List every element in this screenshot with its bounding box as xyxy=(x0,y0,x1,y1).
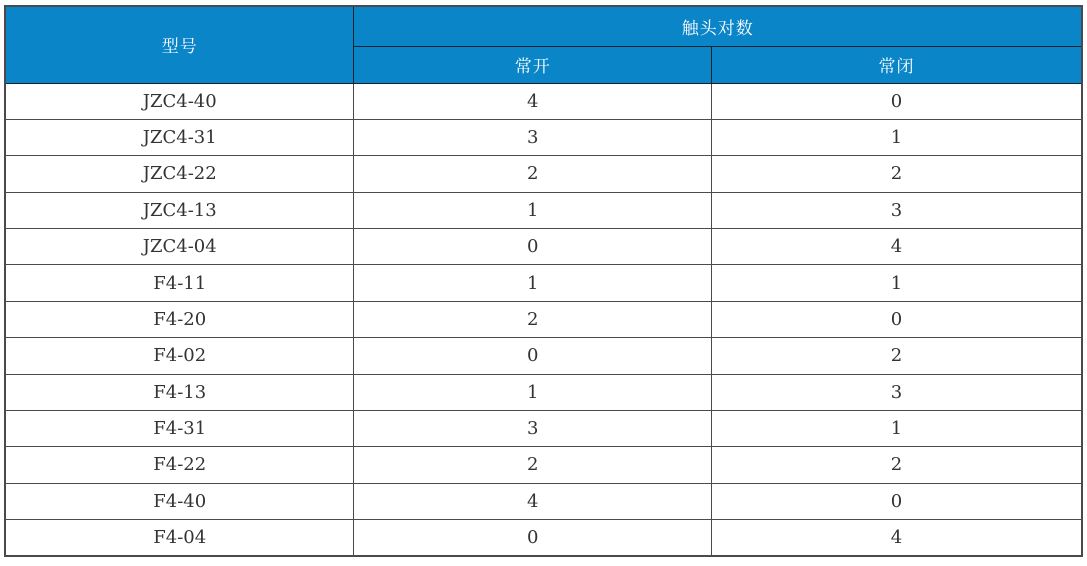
no-count-cell: 1 xyxy=(354,192,712,228)
table-row xyxy=(5,83,1082,119)
nc-count-cell: 4 xyxy=(712,229,1083,265)
nc-count-cell: 1 xyxy=(712,410,1083,446)
table-row xyxy=(5,374,1082,410)
table-row xyxy=(5,156,1082,192)
no-count-cell: 1 xyxy=(354,374,712,410)
table-row xyxy=(5,520,1082,557)
nc-count-cell: 3 xyxy=(712,192,1083,228)
nc-count-cell: 2 xyxy=(712,447,1083,483)
table-row xyxy=(5,483,1082,519)
table-row xyxy=(5,410,1082,446)
nc-count-cell: 2 xyxy=(712,156,1083,192)
no-count-cell: 2 xyxy=(354,156,712,192)
nc-count-cell: 1 xyxy=(712,265,1083,301)
nc-count-cell: 0 xyxy=(712,301,1083,337)
model-cell: F4-40 xyxy=(5,483,354,519)
table-row xyxy=(5,265,1082,301)
model-cell: JZC4-22 xyxy=(5,156,354,192)
subheader-normally-closed: 常闭 xyxy=(712,46,1083,83)
table-row xyxy=(5,447,1082,483)
col-header-model: 型号 xyxy=(5,6,354,83)
no-count-cell: 1 xyxy=(354,265,712,301)
model-cell: F4-31 xyxy=(5,410,354,446)
nc-count-cell: 2 xyxy=(712,338,1083,374)
no-count-cell: 3 xyxy=(354,119,712,155)
model-cell: F4-04 xyxy=(5,520,354,557)
nc-count-cell: 1 xyxy=(712,119,1083,155)
model-cell: F4-20 xyxy=(5,301,354,337)
model-cell: F4-22 xyxy=(5,447,354,483)
nc-count-cell: 0 xyxy=(712,83,1083,119)
table-row xyxy=(5,229,1082,265)
model-cell: JZC4-40 xyxy=(5,83,354,119)
no-count-cell: 4 xyxy=(354,83,712,119)
nc-count-cell: 0 xyxy=(712,483,1083,519)
no-count-cell: 4 xyxy=(354,483,712,519)
header-row-top xyxy=(5,6,1082,46)
contact-pairs-table xyxy=(4,5,1083,557)
model-cell: JZC4-13 xyxy=(5,192,354,228)
no-count-cell: 2 xyxy=(354,447,712,483)
col-header-contact-pairs: 触头对数 xyxy=(354,6,1082,46)
no-count-cell: 0 xyxy=(354,338,712,374)
no-count-cell: 0 xyxy=(354,229,712,265)
model-cell: F4-11 xyxy=(5,265,354,301)
nc-count-cell: 4 xyxy=(712,520,1083,557)
no-count-cell: 2 xyxy=(354,301,712,337)
table-row xyxy=(5,301,1082,337)
no-count-cell: 0 xyxy=(354,520,712,557)
model-cell: F4-02 xyxy=(5,338,354,374)
table-row xyxy=(5,192,1082,228)
no-count-cell: 3 xyxy=(354,410,712,446)
model-cell: F4-13 xyxy=(5,374,354,410)
model-cell: JZC4-31 xyxy=(5,119,354,155)
table-row xyxy=(5,119,1082,155)
model-cell: JZC4-04 xyxy=(5,229,354,265)
nc-count-cell: 3 xyxy=(712,374,1083,410)
subheader-normally-open: 常开 xyxy=(354,46,712,83)
contact-pairs-table-container xyxy=(4,5,1083,557)
table-row xyxy=(5,338,1082,374)
